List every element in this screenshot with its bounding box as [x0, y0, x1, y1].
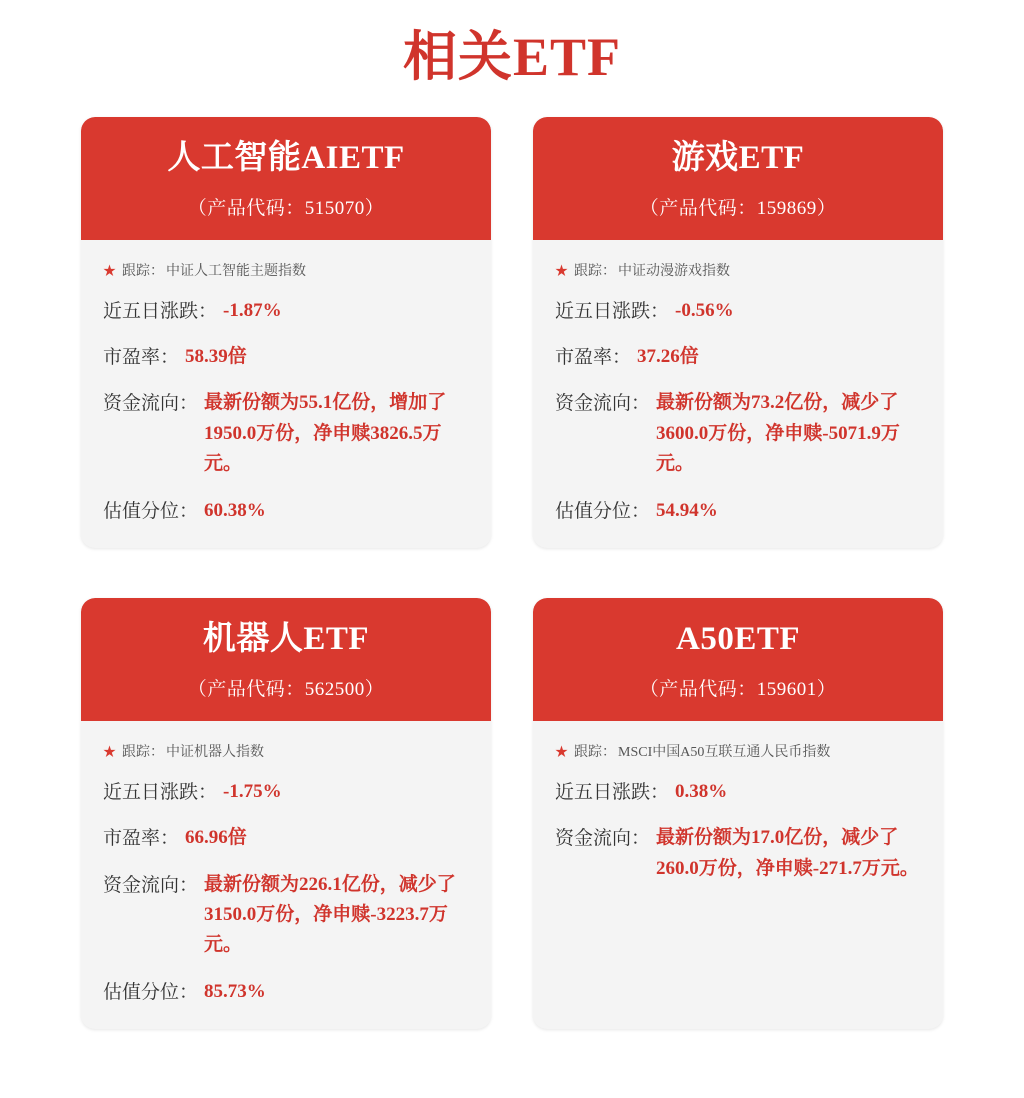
valuation-percentile-row [103, 977, 469, 1007]
track-label: 跟踪： [574, 744, 617, 760]
star-icon: ★ [555, 262, 569, 278]
five-day-change-value: -1.87% [223, 299, 282, 321]
valuation-percentile-label: 估值分位： [555, 500, 651, 522]
etf-card-header [533, 117, 943, 240]
star-icon: ★ [103, 743, 117, 759]
fund-flow-row [555, 823, 921, 884]
valuation-percentile-row [103, 496, 469, 526]
fund-flow-value: 最新份额为55.1亿份，增加了1950.0万份，净申赎3826.5万元。 [204, 392, 447, 475]
etf-card-body [81, 240, 491, 548]
pe-ratio-row [103, 823, 469, 853]
etf-card-body [81, 721, 491, 1029]
five-day-change-value: -1.75% [223, 780, 282, 802]
etf-track-row [103, 260, 469, 280]
five-day-change-label: 近五日涨跌： [555, 300, 670, 322]
track-index-name: 中证动漫游戏指数 [618, 263, 731, 279]
etf-card-header [81, 117, 491, 240]
track-index-name: MSCI中国A50互联互通人民币指数 [618, 744, 831, 760]
pe-ratio-label: 市盈率： [103, 828, 180, 850]
five-day-change-label: 近五日涨跌： [103, 781, 218, 803]
fund-flow-label: 资金流向： [555, 828, 651, 850]
star-icon: ★ [555, 743, 569, 759]
track-label: 跟踪： [122, 744, 165, 760]
etf-card [81, 598, 491, 1029]
etf-product-code: （产品代码：159601） [639, 678, 837, 700]
pe-ratio-label: 市盈率： [555, 347, 632, 369]
five-day-change-label: 近五日涨跌： [555, 781, 670, 803]
etf-card-header [81, 598, 491, 721]
five-day-change-label: 近五日涨跌： [103, 300, 218, 322]
etf-card-body [533, 240, 943, 548]
etf-card [81, 117, 491, 548]
etf-card-header [533, 598, 943, 721]
five-day-change-row [103, 296, 469, 326]
track-index-name: 中证人工智能主题指数 [166, 263, 307, 279]
valuation-percentile-value: 54.94% [656, 499, 718, 521]
five-day-change-row [103, 777, 469, 807]
five-day-change-value: -0.56% [675, 299, 734, 321]
pe-ratio-value: 58.39倍 [185, 346, 247, 368]
pe-ratio-row [103, 342, 469, 372]
pe-ratio-row [555, 342, 921, 372]
etf-product-code: （产品代码：159869） [639, 197, 837, 219]
fund-flow-value: 最新份额为17.0亿份，减少了260.0万份，净申赎-271.7万元。 [656, 827, 919, 879]
etf-product-code: （产品代码：515070） [187, 197, 385, 219]
pe-ratio-value: 66.96倍 [185, 827, 247, 849]
valuation-percentile-value: 60.38% [204, 499, 266, 521]
valuation-percentile-value: 85.73% [204, 980, 266, 1002]
track-label: 跟踪： [574, 263, 617, 279]
etf-track-row [555, 260, 921, 280]
page-title: 相关ETF [402, 27, 622, 87]
track-index-name: 中证机器人指数 [166, 744, 265, 760]
etf-card [533, 598, 943, 1029]
fund-flow-value: 最新份额为73.2亿份，减少了3600.0万份，净申赎-5071.9万元。 [656, 392, 900, 475]
etf-name: 机器人ETF [202, 621, 370, 658]
star-icon: ★ [103, 262, 117, 278]
valuation-percentile-label: 估值分位： [103, 500, 199, 522]
fund-flow-label: 资金流向： [103, 393, 199, 415]
etf-card [533, 117, 943, 548]
etf-track-row [103, 741, 469, 761]
valuation-percentile-label: 估值分位： [103, 981, 199, 1003]
pe-ratio-label: 市盈率： [103, 347, 180, 369]
fund-flow-row [103, 870, 469, 961]
five-day-change-value: 0.38% [675, 780, 728, 802]
pe-ratio-value: 37.26倍 [637, 346, 699, 368]
etf-product-code: （产品代码：562500） [187, 678, 385, 700]
valuation-percentile-row [555, 496, 921, 526]
etf-name: 游戏ETF [671, 140, 805, 176]
fund-flow-label: 资金流向： [103, 874, 199, 896]
etf-track-row [555, 741, 921, 761]
etf-card-grid [81, 105, 943, 1029]
fund-flow-value: 最新份额为226.1亿份，减少了3150.0万份，净申赎-3223.7万元。 [204, 873, 456, 956]
etf-name: A50ETF [675, 621, 800, 658]
fund-flow-row [555, 388, 921, 479]
track-label: 跟踪： [122, 263, 165, 279]
etf-card-body [533, 721, 943, 1029]
etf-name: 人工智能AIETF [167, 140, 405, 176]
five-day-change-row [555, 296, 921, 326]
fund-flow-label: 资金流向： [555, 393, 651, 415]
five-day-change-row [555, 777, 921, 807]
fund-flow-row [103, 388, 469, 479]
